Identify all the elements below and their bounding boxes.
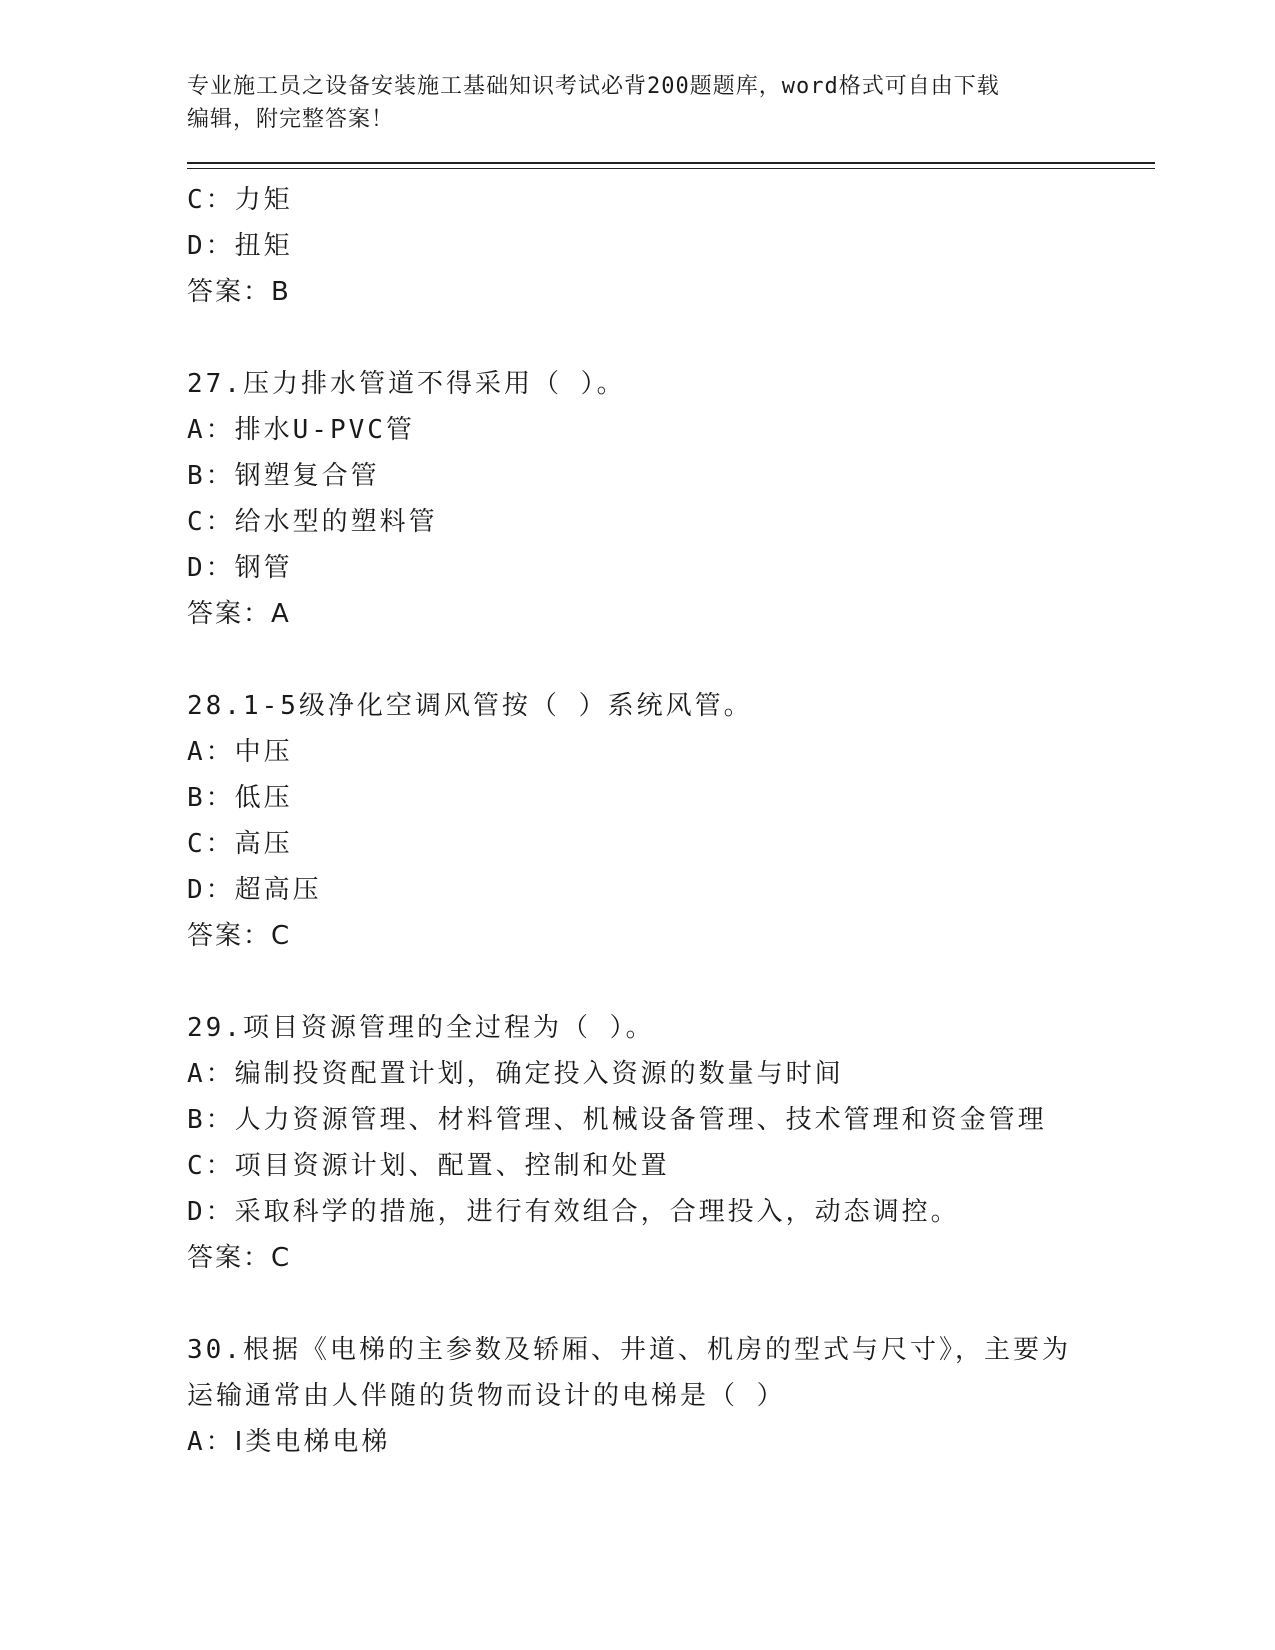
- header-line-1: 专业施工员之设备安装施工基础知识考试必背200题题库，word格式可自由下载: [187, 74, 1000, 99]
- question-text-line-2: 运输通常由人伴随的货物而设计的电梯是（ ）: [187, 1381, 786, 1411]
- spacer: [187, 1281, 1157, 1327]
- option-c: C：给水型的塑料管: [187, 507, 438, 537]
- question-27: [187, 361, 1157, 637]
- answer: 答案：C: [187, 1243, 292, 1273]
- answer: 答案：B: [187, 277, 291, 307]
- question-26-tail: [187, 177, 1157, 315]
- header-divider: [187, 162, 1155, 169]
- option-a: A：中压: [187, 737, 293, 767]
- option-b: B：人力资源管理、材料管理、机械设备管理、技术管理和资金管理: [187, 1105, 1047, 1135]
- document-header: [187, 70, 1157, 169]
- spacer: [187, 637, 1157, 683]
- option-b: B：低压: [187, 783, 293, 813]
- question-text: 29.项目资源管理的全过程为（ ）。: [187, 1013, 655, 1043]
- question-text-line-1: 30.根据《电梯的主参数及轿厢、井道、机房的型式与尺寸》，主要为: [187, 1335, 1071, 1365]
- question-text: 27.压力排水管道不得采用（ ）。: [187, 369, 626, 399]
- option-d: D：超高压: [187, 875, 322, 905]
- option-c: C：力矩: [187, 185, 293, 215]
- option-d: D：钢管: [187, 553, 293, 583]
- question-29: [187, 1005, 1157, 1281]
- option-c: C：高压: [187, 829, 293, 859]
- header-line-2: 编辑，附完整答案！: [187, 107, 395, 132]
- header-title: [187, 70, 1067, 136]
- question-30: [187, 1327, 1157, 1465]
- document-page: [187, 70, 1157, 1465]
- answer: 答案：A: [187, 599, 291, 629]
- question-text: 28.1-5级净化空调风管按（ ）系统风管。: [187, 691, 753, 721]
- option-a: A：Ⅰ类电梯电梯: [187, 1427, 391, 1457]
- spacer: [187, 959, 1157, 1005]
- answer: 答案：C: [187, 921, 292, 951]
- option-c: C：项目资源计划、配置、控制和处置: [187, 1151, 670, 1181]
- option-d: D：采取科学的措施，进行有效组合，合理投入，动态调控。: [187, 1197, 960, 1227]
- question-28: [187, 683, 1157, 959]
- option-b: B：钢塑复合管: [187, 461, 380, 491]
- spacer: [187, 315, 1157, 361]
- option-a: A：编制投资配置计划，确定投入资源的数量与时间: [187, 1059, 844, 1089]
- option-d: D：扭矩: [187, 231, 293, 261]
- option-a: A：排水U-PVC管: [187, 415, 415, 445]
